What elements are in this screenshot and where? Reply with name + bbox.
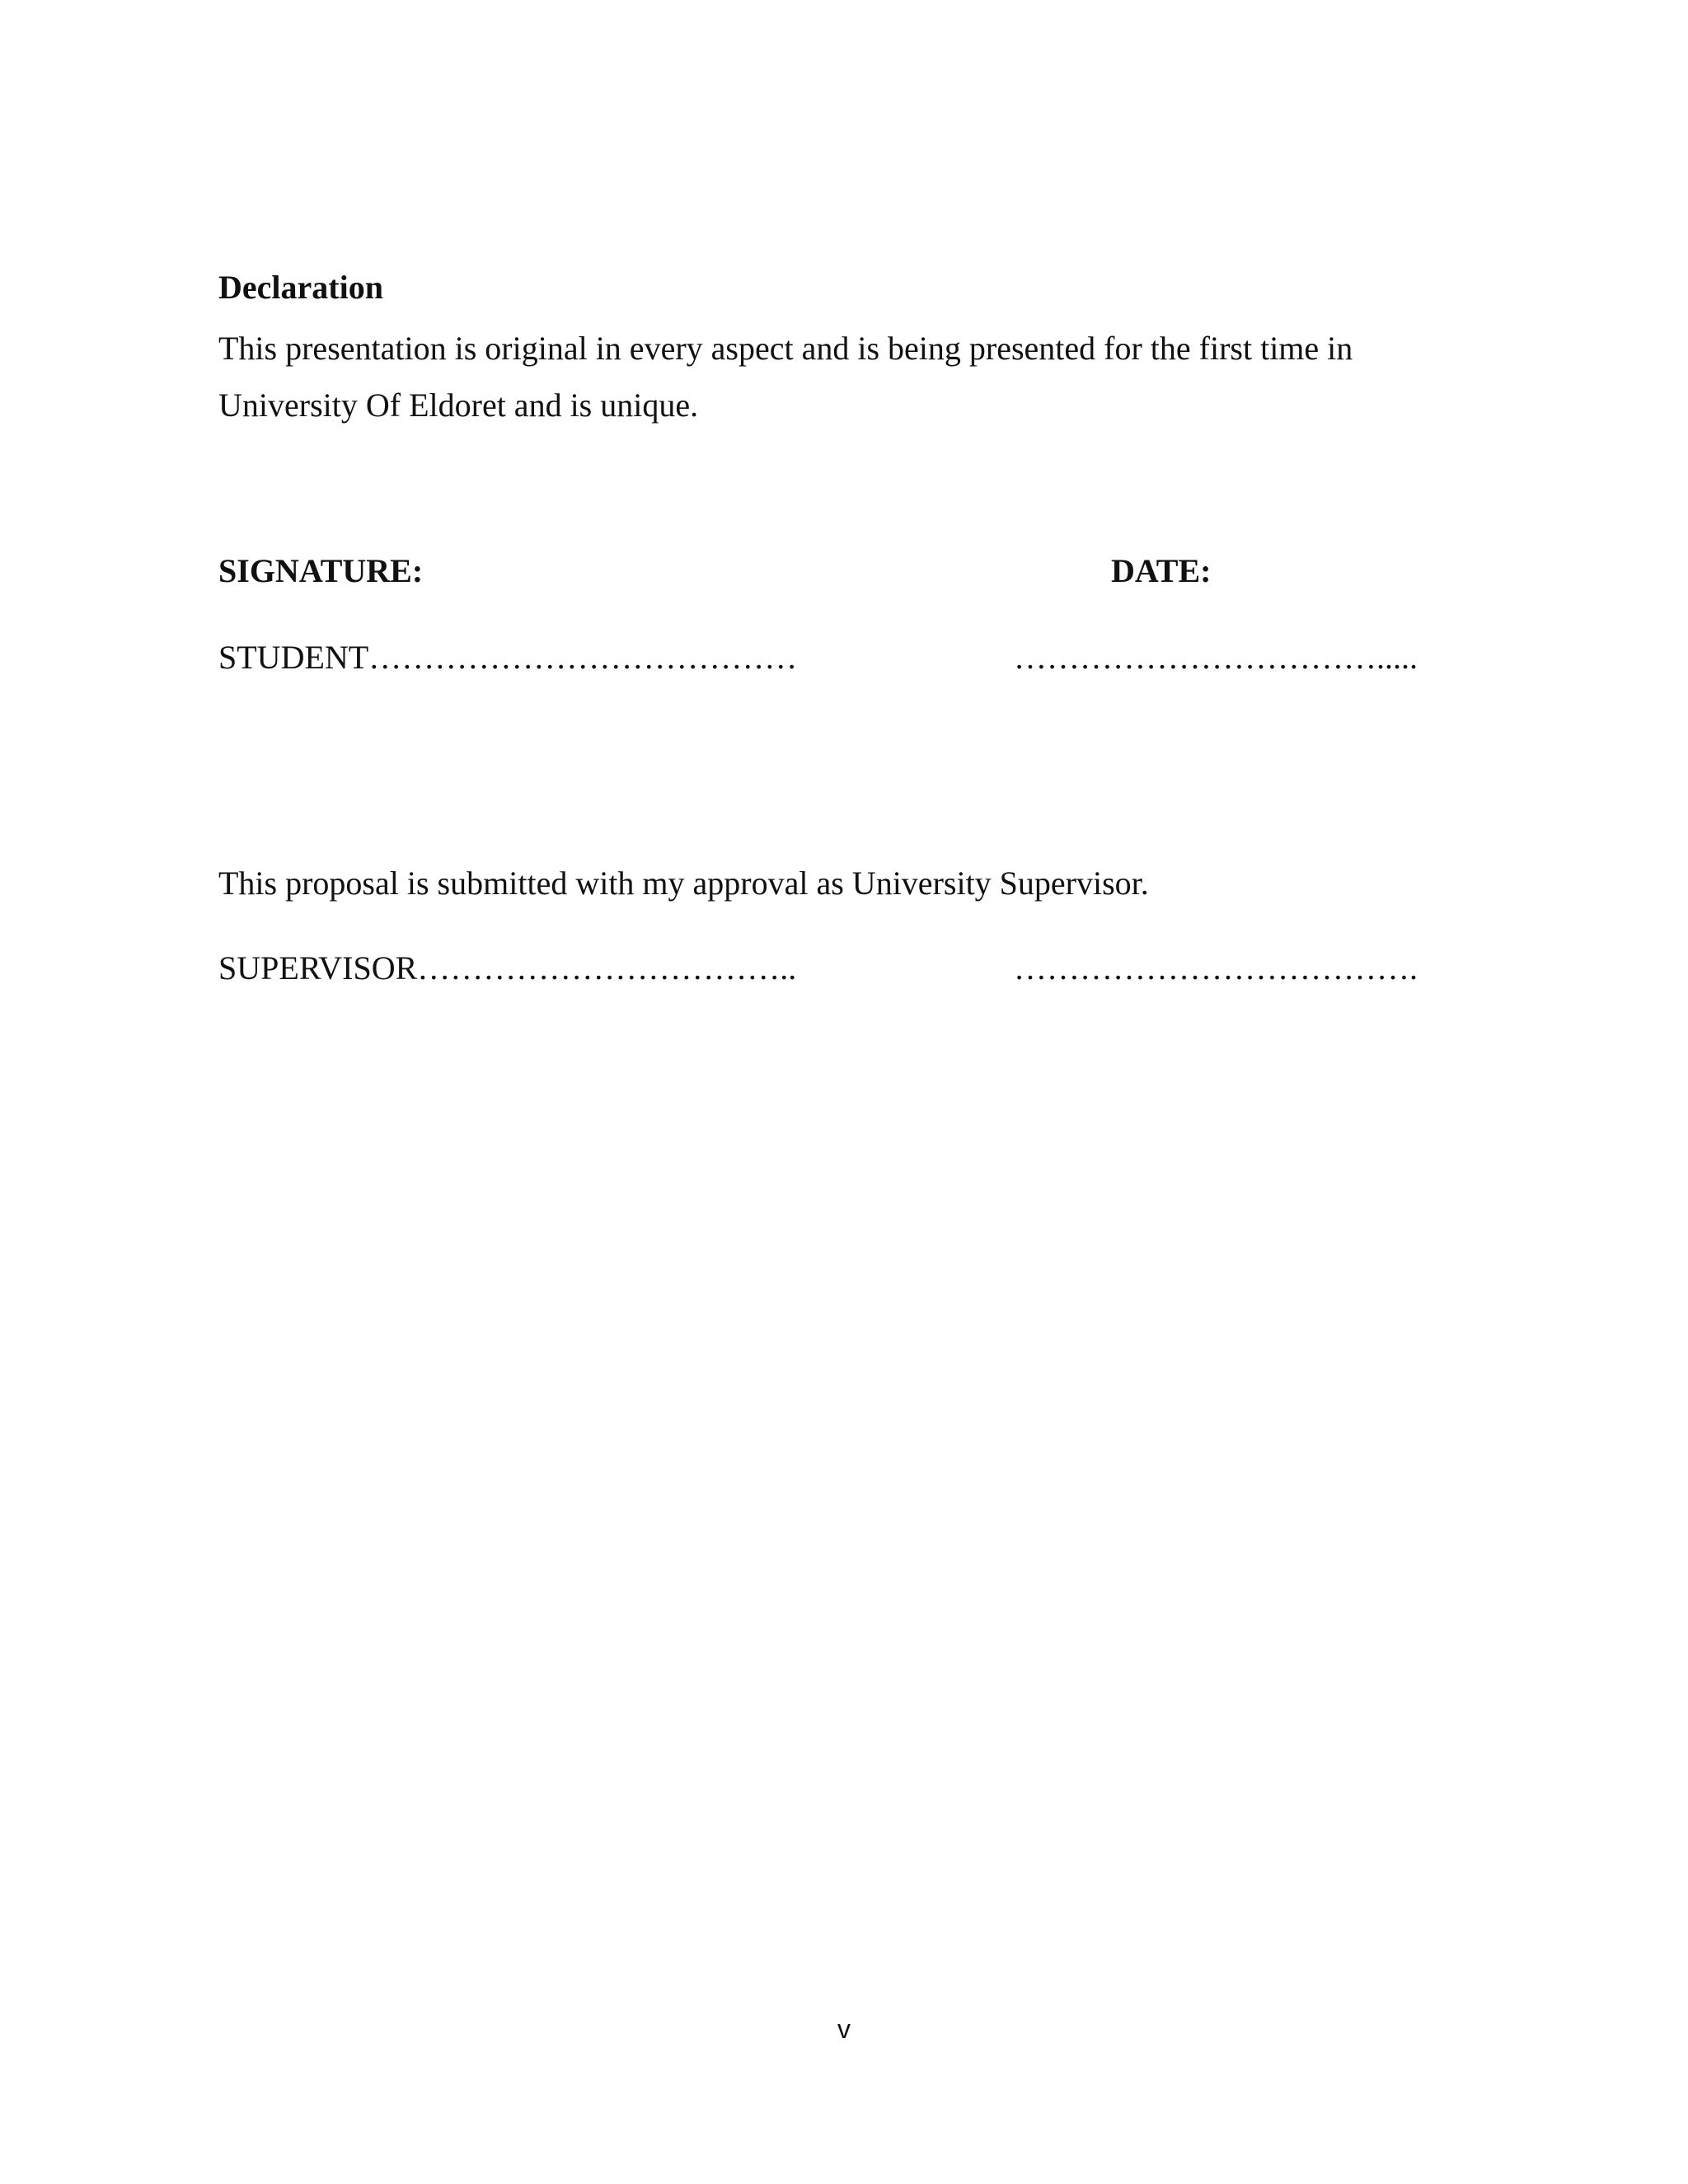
supervisor-date-line: ……………………………….: [1014, 949, 1418, 987]
student-date-line: …………………………….....: [1014, 639, 1418, 676]
supervisor-approval-statement: This proposal is submitted with my approval as University Supervisor.: [218, 865, 1149, 902]
declaration-line-2: University Of Eldoret and is unique.: [218, 387, 699, 424]
declaration-paragraph: [218, 320, 1438, 434]
supervisor-signature-line: SUPERVISOR……………………………..: [218, 949, 797, 987]
declaration-heading: Declaration: [218, 269, 383, 306]
page-number: v: [837, 2014, 851, 2044]
declaration-line-1: This presentation is original in every aspect and is being presented for the first time in: [218, 330, 1353, 367]
student-signature-line: STUDENT…………………………………: [218, 639, 798, 676]
signature-label: SIGNATURE:: [218, 552, 424, 589]
date-label: DATE:: [1111, 552, 1212, 589]
